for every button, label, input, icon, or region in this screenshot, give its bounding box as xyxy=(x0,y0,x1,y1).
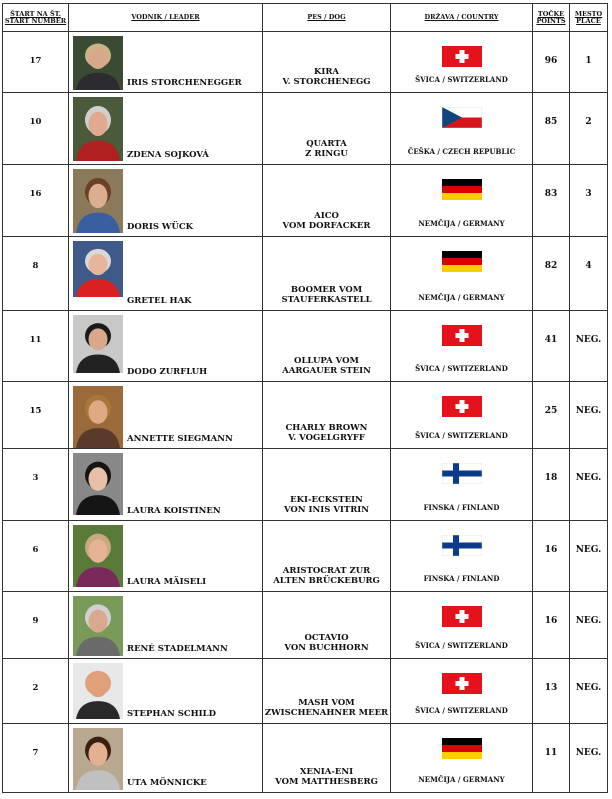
table-row xyxy=(3,165,608,237)
table-row xyxy=(3,93,608,165)
dog-name-line2: Z RINGU xyxy=(305,149,348,159)
dog-cell xyxy=(263,93,391,165)
dog-name-line1: KIRA xyxy=(313,67,340,77)
leader-name: DORIS WÜCK xyxy=(127,222,194,232)
leader-photo xyxy=(73,315,123,373)
dog-name-line1: ARISTOCRAT ZUR xyxy=(282,566,371,576)
start-number: 2 xyxy=(3,659,69,724)
leader-name: UTA MÖNNICKE xyxy=(127,778,207,788)
country-name: ŠVICA / SWITZERLAND xyxy=(415,75,508,84)
dog-cell xyxy=(263,521,391,592)
country-cell xyxy=(391,237,533,311)
leader-photo xyxy=(73,97,123,161)
start-number: 6 xyxy=(3,521,69,592)
dog-cell xyxy=(263,311,391,382)
leader-photo xyxy=(73,596,123,656)
start-number: 17 xyxy=(3,32,69,93)
country-cell xyxy=(391,311,533,382)
header-country: DRŽAVA / COUNTRY xyxy=(391,4,533,32)
leader-cell xyxy=(69,93,263,165)
points: 85 xyxy=(533,93,570,165)
place: NEG. xyxy=(570,382,608,449)
points: 41 xyxy=(533,311,570,382)
points: 16 xyxy=(533,592,570,659)
dog-name-line1: MASH VOM xyxy=(298,698,355,708)
place: 3 xyxy=(570,165,608,237)
country-cell xyxy=(391,521,533,592)
dog-name-line2: VOM DORFACKER xyxy=(282,221,371,231)
dog-name-line1: OLLUPA VOM xyxy=(294,356,359,366)
leader-cell xyxy=(69,724,263,793)
dog-cell xyxy=(263,165,391,237)
start-number: 10 xyxy=(3,93,69,165)
points: 13 xyxy=(533,659,570,724)
start-number: 16 xyxy=(3,165,69,237)
dog-name-line2: V. VOGELGRYFF xyxy=(288,433,365,443)
leader-name: LAURA KOISTINEN xyxy=(127,506,221,516)
dog-cell xyxy=(263,592,391,659)
points: 82 xyxy=(533,237,570,311)
header-points: TOČKE POINTS xyxy=(533,4,570,32)
country-name: ŠVICA / SWITZERLAND xyxy=(415,641,508,650)
leader-name: DODO ZURFLUH xyxy=(127,367,208,377)
country-cell xyxy=(391,165,533,237)
country-cell xyxy=(391,382,533,449)
leader-cell xyxy=(69,311,263,382)
place: 2 xyxy=(570,93,608,165)
table-row xyxy=(3,449,608,521)
points: 16 xyxy=(533,521,570,592)
dog-cell xyxy=(263,724,391,793)
finland-flag xyxy=(442,535,482,556)
place: NEG. xyxy=(570,724,608,793)
switzerland-flag xyxy=(442,396,482,417)
points: 18 xyxy=(533,449,570,521)
dog-name-line1: BOOMER VOM xyxy=(290,285,363,295)
place: NEG. xyxy=(570,659,608,724)
country-name: FINSKA / FINLAND xyxy=(423,503,500,512)
switzerland-flag xyxy=(442,325,482,346)
start-number: 11 xyxy=(3,311,69,382)
start-number: 15 xyxy=(3,382,69,449)
switzerland-flag xyxy=(442,46,482,67)
leader-photo xyxy=(73,663,123,719)
dog-name-line1: CHARLY BROWN xyxy=(285,423,368,433)
table-row xyxy=(3,659,608,724)
leader-cell xyxy=(69,382,263,449)
dog-name-line2: VOM MATTHESBERG xyxy=(275,777,378,787)
leader-name: ZDENA SOJKOVÁ xyxy=(127,150,209,160)
table-row xyxy=(3,592,608,659)
leader-cell xyxy=(69,592,263,659)
czech-flag xyxy=(442,107,482,128)
leader-cell xyxy=(69,32,263,93)
dog-name-line1: AICO xyxy=(314,211,339,221)
start-number: 9 xyxy=(3,592,69,659)
leader-cell xyxy=(69,449,263,521)
dog-name-line1: OCTAVIO xyxy=(304,633,349,643)
country-name: NEMČIJA / GERMANY xyxy=(418,293,505,302)
dog-cell xyxy=(263,449,391,521)
germany-flag xyxy=(442,251,482,272)
dog-name-line2: STAUFERKASTELL xyxy=(281,295,372,305)
place: NEG. xyxy=(570,592,608,659)
leader-photo xyxy=(73,36,123,90)
country-name: ŠVICA / SWITZERLAND xyxy=(415,431,508,440)
dog-name-line1: QUARTA xyxy=(306,139,347,149)
table-row xyxy=(3,32,608,93)
place: 1 xyxy=(570,32,608,93)
leader-name: IRIS STORCHENEGGER xyxy=(127,78,242,88)
country-name: FINSKA / FINLAND xyxy=(423,574,500,583)
place: NEG. xyxy=(570,521,608,592)
leader-cell xyxy=(69,237,263,311)
dog-cell xyxy=(263,32,391,93)
dog-name-line2: ZWISCHENAHNER MEER xyxy=(264,708,389,718)
leader-photo xyxy=(73,525,123,587)
place: 4 xyxy=(570,237,608,311)
table-row xyxy=(3,382,608,449)
country-name: NEMČIJA / GERMANY xyxy=(418,219,505,228)
leader-name: GRETEL HAK xyxy=(127,296,192,306)
leader-photo xyxy=(73,453,123,515)
switzerland-flag xyxy=(442,673,482,694)
start-number: 3 xyxy=(3,449,69,521)
dog-name-line1: XENIA-ENI xyxy=(299,767,354,777)
leader-name: LAURA MÄISELI xyxy=(127,577,207,587)
leader-name: ANNETTE SIEGMANN xyxy=(127,434,233,444)
start-number: 8 xyxy=(3,237,69,311)
points: 83 xyxy=(533,165,570,237)
leader-photo xyxy=(73,386,123,448)
country-cell xyxy=(391,449,533,521)
leader-cell xyxy=(69,521,263,592)
leader-photo xyxy=(73,169,123,233)
country-cell xyxy=(391,93,533,165)
dog-name-line2: ALTEN BRÜCKEBURG xyxy=(273,576,380,586)
dog-name-line2: VON BUCHHORN xyxy=(284,643,369,653)
finland-flag xyxy=(442,463,482,484)
header-start: ŠTART NA ŠT. START NUMBER xyxy=(3,4,69,32)
points: 96 xyxy=(533,32,570,93)
country-cell xyxy=(391,32,533,93)
dog-cell xyxy=(263,382,391,449)
leader-cell xyxy=(69,165,263,237)
dog-name-line2: AARGAUER STEIN xyxy=(282,366,371,376)
table-row xyxy=(3,311,608,382)
header-place: MESTO PLACE xyxy=(570,4,608,32)
header-leader: VODNIK / LEADER xyxy=(69,4,263,32)
place: NEG. xyxy=(570,311,608,382)
dog-cell xyxy=(263,659,391,724)
country-name: ŠVICA / SWITZERLAND xyxy=(415,364,508,373)
leader-name: STEPHAN SCHILD xyxy=(127,709,216,719)
table-row xyxy=(3,521,608,592)
leader-photo xyxy=(73,241,123,297)
dog-cell xyxy=(263,237,391,311)
country-name: ČEŠKA / CZECH REPUBLIC xyxy=(407,147,516,156)
leader-photo xyxy=(73,728,123,790)
switzerland-flag xyxy=(442,606,482,627)
country-name: ŠVICA / SWITZERLAND xyxy=(415,706,508,715)
header-row xyxy=(3,4,608,32)
table-row xyxy=(3,237,608,311)
place: NEG. xyxy=(570,449,608,521)
germany-flag xyxy=(442,738,482,759)
dog-name-line1: EKI-ECKSTEIN xyxy=(290,495,363,505)
country-cell xyxy=(391,724,533,793)
country-cell xyxy=(391,659,533,724)
table-row xyxy=(3,724,608,793)
germany-flag xyxy=(442,179,482,200)
leader-cell xyxy=(69,659,263,724)
dog-name-line2: VON INIS VITRIN xyxy=(283,505,370,515)
header-dog: PES / DOG xyxy=(263,4,391,32)
start-number: 7 xyxy=(3,724,69,793)
dog-name-line2: V. STORCHENEGG xyxy=(282,77,371,87)
country-cell xyxy=(391,592,533,659)
points: 25 xyxy=(533,382,570,449)
points: 11 xyxy=(533,724,570,793)
country-name: NEMČIJA / GERMANY xyxy=(418,775,505,784)
leader-name: RENÉ STADELMANN xyxy=(127,644,228,654)
results-table xyxy=(2,3,608,793)
